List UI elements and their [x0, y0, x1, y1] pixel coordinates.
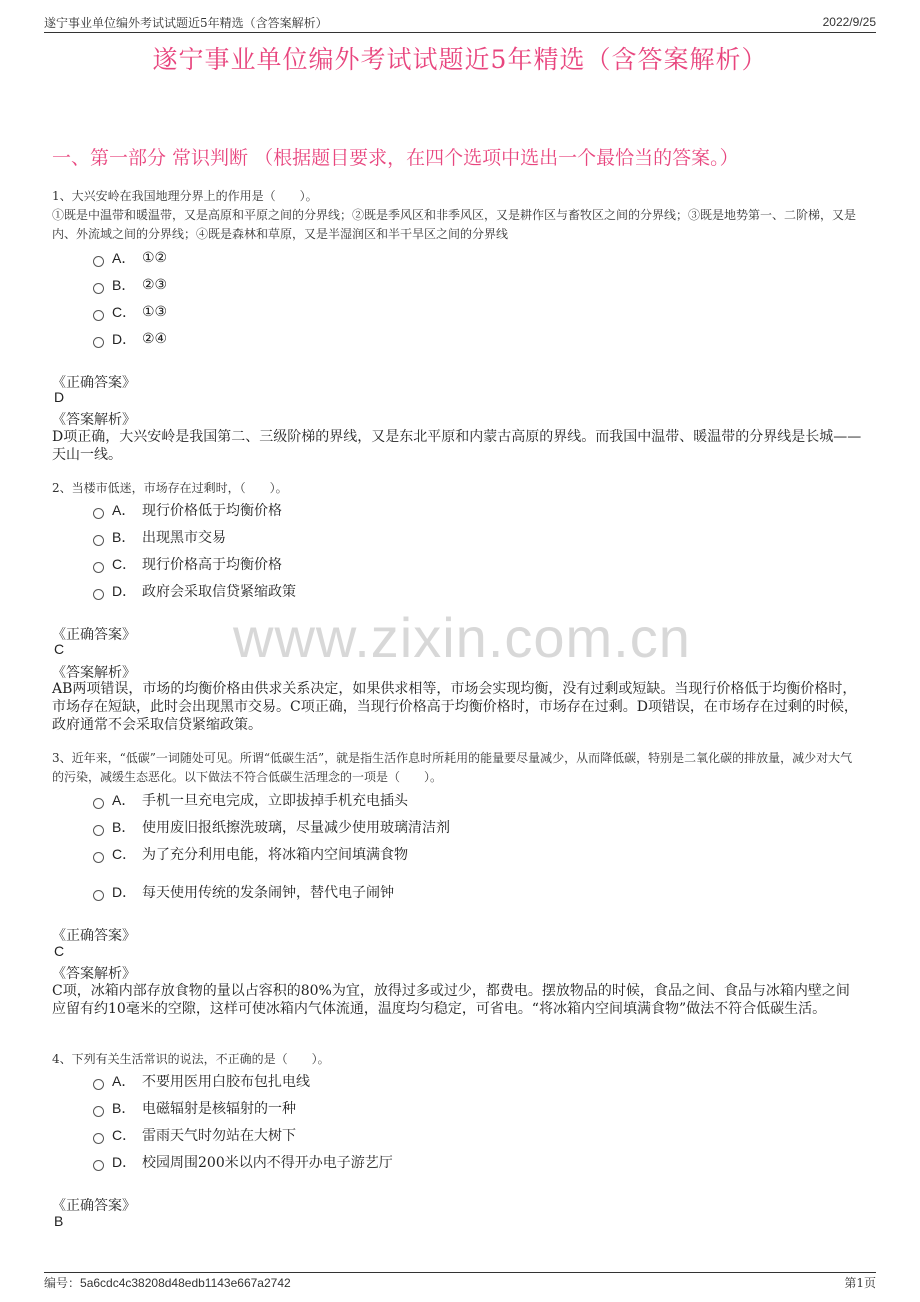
radio-icon[interactable] — [93, 337, 104, 348]
page-header — [44, 12, 876, 33]
correct-answer: D — [54, 389, 65, 405]
analysis-text: D项正确，大兴安岭是我国第二、三级阶梯的界线，又是东北平原和内蒙古高原的界线。而我国中温带、暖温带的分界线是长城——天山一线。 — [52, 429, 862, 463]
question-3 — [52, 749, 862, 787]
question-stem: 2、当楼市低迷，市场存在过剩时，（ ）。 — [52, 481, 288, 495]
question-1 — [52, 187, 862, 244]
analysis-label: 《答案解析》 — [52, 665, 136, 681]
option-1a[interactable]: A． ①② — [93, 247, 167, 269]
option-3a[interactable]: A． 手机一旦充电完成，立即拔掉手机充电插头 — [93, 789, 408, 811]
correct-answer-label: 《正确答案》 — [52, 1198, 136, 1214]
option-3b[interactable]: B． 使用废旧报纸擦洗玻璃，尽量减少使用玻璃清洁剂 — [93, 816, 450, 838]
radio-icon[interactable] — [93, 535, 104, 546]
option-2b[interactable]: B． 出现黑市交易 — [93, 526, 226, 548]
header-doc-title: 遂宁事业单位编外考试试题近5年精选（含答案解析） — [44, 15, 328, 30]
watermark: www.zixin.com.cn — [233, 606, 691, 669]
radio-icon[interactable] — [93, 256, 104, 267]
correct-answer-label: 《正确答案》 — [52, 627, 136, 643]
option-1c[interactable]: C． ①③ — [93, 301, 167, 323]
question-stem-detail: ①既是中温带和暖温带，又是高原和平原之间的分界线；②既是季风区和非季风区，又是耕作区与畜牧区之间的分界线；③既是地势第一、二阶梯，又是内、外流域之间的分界线；④既是森林和草原，又是半湿润区和半干旱区之间的分界线 — [52, 208, 857, 241]
page-footer — [44, 1272, 876, 1291]
option-2a[interactable]: A． 现行价格低于均衡价格 — [93, 499, 282, 521]
analysis-text: AB两项错误，市场的均衡价格由供求关系决定，如果供求相等，市场会实现均衡，没有过剩或短缺。当现行价格低于均衡价格时，市场存在短缺，此时会出现黑市交易。C项正确，当现行价格高于均衡价格时，市场存在过剩。D项错误，在市场存在过剩的时候，政府通常不会采取信贷紧缩政策。 — [52, 681, 858, 733]
document-id: 编号：5a6cdc4c38208d48edb1143e667a2742 — [44, 1276, 291, 1290]
radio-icon[interactable] — [93, 1079, 104, 1090]
option-3c[interactable]: C． 为了充分利用电能，将冰箱内空间填满食物 — [93, 843, 408, 865]
radio-icon[interactable] — [93, 798, 104, 809]
correct-answer: C — [54, 641, 65, 657]
radio-icon[interactable] — [93, 890, 104, 901]
radio-icon[interactable] — [93, 562, 104, 573]
radio-icon[interactable] — [93, 589, 104, 600]
option-3d[interactable]: D． 每天使用传统的发条闹钟，替代电子闹钟 — [93, 881, 394, 903]
document-title: 遂宁事业单位编外考试试题近5年精选（含答案解析） — [152, 45, 768, 74]
question-4 — [52, 1050, 862, 1069]
radio-icon[interactable] — [93, 1160, 104, 1171]
header-date: 2022/9/25 — [822, 15, 876, 29]
radio-icon[interactable] — [93, 508, 104, 519]
option-4c[interactable]: C． 雷雨天气时勿站在大树下 — [93, 1124, 296, 1146]
option-1d[interactable]: D． ②④ — [93, 328, 167, 350]
radio-icon[interactable] — [93, 825, 104, 836]
question-stem: 4、下列有关生活常识的说法，不正确的是（ ）。 — [52, 1052, 330, 1066]
option-2c[interactable]: C． 现行价格高于均衡价格 — [93, 553, 282, 575]
correct-answer-label: 《正确答案》 — [52, 928, 136, 944]
radio-icon[interactable] — [93, 310, 104, 321]
radio-icon[interactable] — [93, 852, 104, 863]
question-stem: 3、近年来，“低碳”一词随处可见。所谓“低碳生活”，就是指生活作息时所耗用的能量要尽量减少，从而降低碳，特别是二氧化碳的排放量，减少对大气的污染，减缓生态恶化。以下做法不符合低碳生活理念的一项是（ ）。 — [52, 751, 853, 784]
radio-icon[interactable] — [93, 1106, 104, 1117]
option-2d[interactable]: D． 政府会采取信贷紧缩政策 — [93, 580, 296, 602]
analysis-label: 《答案解析》 — [52, 966, 136, 982]
question-2 — [52, 479, 862, 498]
analysis-label: 《答案解析》 — [52, 412, 136, 428]
option-4b[interactable]: B． 电磁辐射是核辐射的一种 — [93, 1097, 296, 1119]
correct-answer-label: 《正确答案》 — [52, 375, 136, 391]
page-number: 第1页 — [844, 1276, 876, 1290]
radio-icon[interactable] — [93, 283, 104, 294]
correct-answer: B — [54, 1213, 64, 1229]
option-4a[interactable]: A． 不要用医用白胶布包扎电线 — [93, 1070, 310, 1092]
radio-icon[interactable] — [93, 1133, 104, 1144]
section-heading: 一、第一部分 常识判断 （根据题目要求，在四个选项中选出一个最恰当的答案。） — [52, 147, 739, 169]
question-stem: 1、大兴安岭在我国地理分界上的作用是（ ）。 — [52, 189, 318, 203]
correct-answer: C — [54, 943, 65, 959]
option-4d[interactable]: D． 校园周围200米以内不得开办电子游艺厅 — [93, 1151, 393, 1173]
option-1b[interactable]: B． ②③ — [93, 274, 167, 296]
analysis-text: C项，冰箱内部存放食物的量以占容积的80%为宜，放得过多或过少，都费电。摆放物品的时候，食品之间、食品与冰箱内壁之间应留有约10毫米的空隙，这样可使冰箱内气体流通，温度均匀稳定，可省电。“将冰箱内空间填满食物”做法不符合低碳生活。 — [52, 983, 850, 1017]
